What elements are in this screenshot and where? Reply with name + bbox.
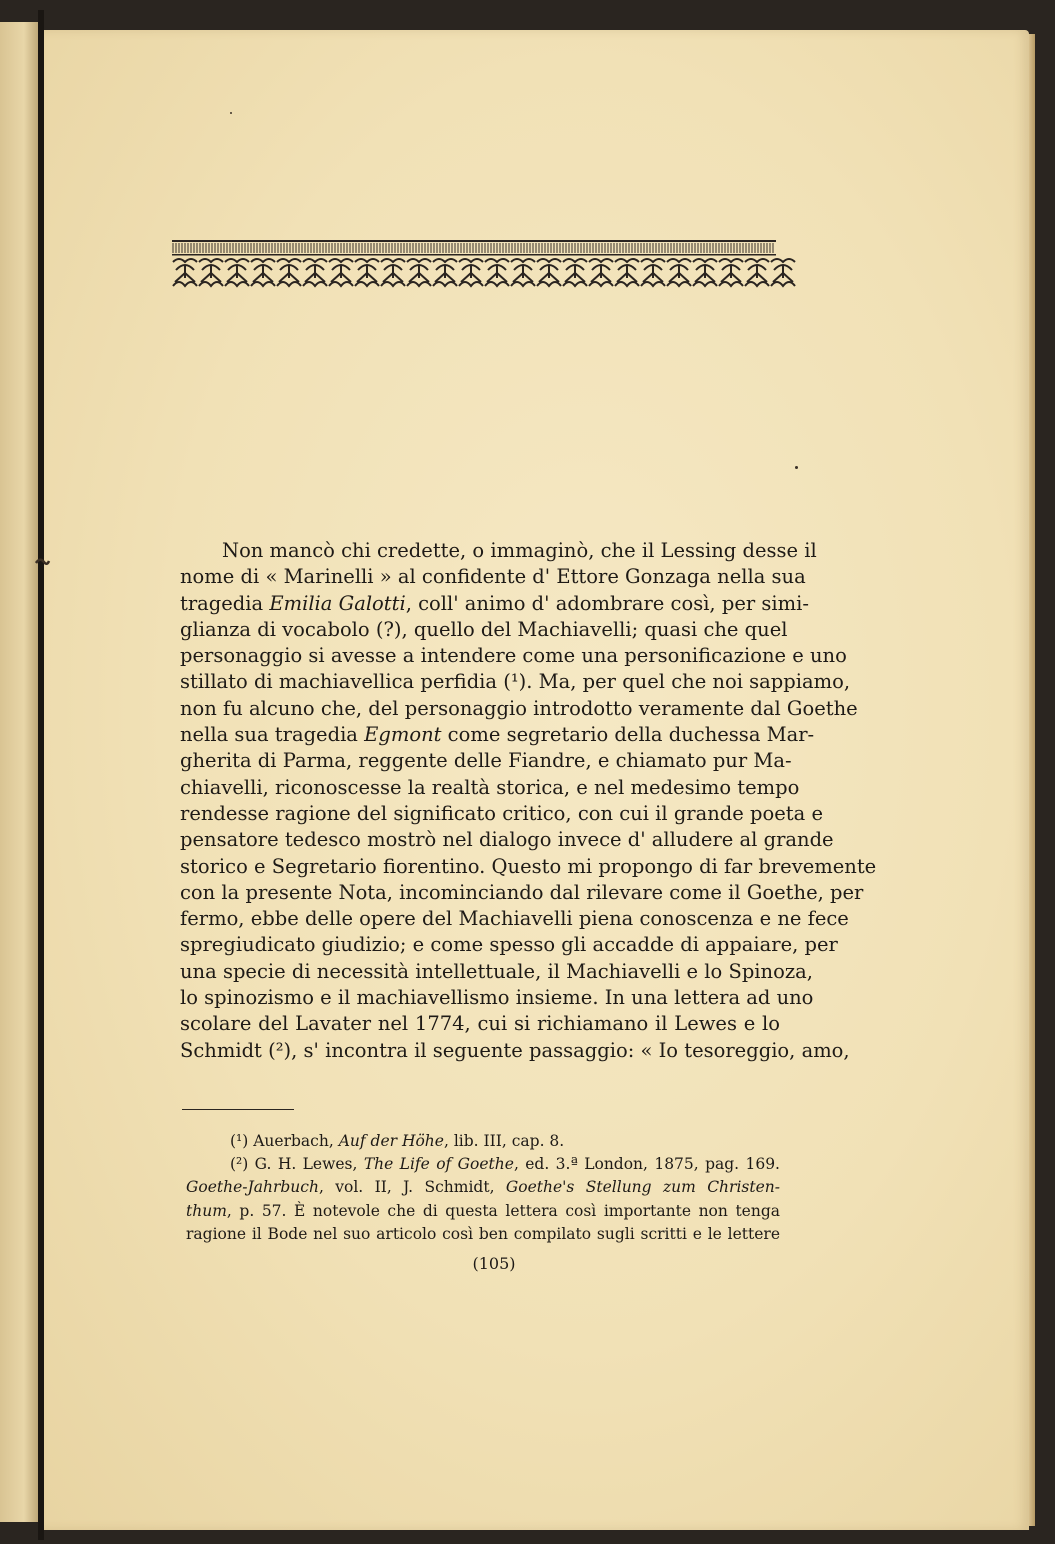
page-speck bbox=[795, 466, 798, 469]
text-line: nella sua tragedia Egmont come segretario della duchessa Mar- bbox=[180, 723, 815, 747]
footnote-separator bbox=[182, 1109, 294, 1110]
text-line: Non mancò chi credette, o immaginò, che il Lessing desse il bbox=[222, 539, 817, 562]
text-line: Schmidt (²), s' incontra il seguente passaggio: « Io tesoreggio, amo, bbox=[180, 1038, 850, 1062]
page-fore-edge bbox=[1029, 34, 1035, 1526]
text-line: storico e Segretario fiorentino. Questo mi propongo di far brevemente bbox=[180, 854, 877, 878]
text-line: scolare del Lavater nel 1774, cui si richiamano il Lewes e lo bbox=[180, 1012, 780, 1036]
main-paragraph bbox=[180, 538, 877, 1064]
text-line: pensatore tedesco mostrò nel dialogo invece d' alludere al grande bbox=[180, 828, 834, 852]
page-blemish-icon bbox=[34, 555, 50, 569]
text-line: lo spinozismo e il machiavellismo insieme. In una lettera ad uno bbox=[180, 986, 814, 1010]
text-line: nome di « Marinelli » al confidente d' Ettore Gonzaga nella sua bbox=[180, 565, 806, 589]
text-line: gherita di Parma, reggente delle Fiandre, e chiamato pur Ma- bbox=[180, 749, 792, 773]
ornamental-header-band-icon bbox=[172, 240, 776, 296]
text-line: tragedia Emilia Galotti, coll' animo d' adombrare così, per simi- bbox=[180, 591, 809, 615]
footnote-line: ragione il Bode nel suo articolo così ben compilato sugli scritti e le lettere bbox=[186, 1224, 780, 1243]
text-line: non fu alcuno che, del personaggio introdotto veramente dal Goethe bbox=[180, 696, 858, 720]
footnote-line: (²) G. H. Lewes, The Life of Goethe, ed. 3.ª London, 1875, pag. 169. bbox=[230, 1155, 780, 1174]
facing-page-edge bbox=[0, 22, 43, 1522]
text-line: spregiudicato giudizio; e come spesso gli accadde di appaiare, per bbox=[180, 933, 838, 957]
text-line: personaggio si avesse a intendere come una personificazione e uno bbox=[180, 644, 847, 668]
text-line: chiavelli, riconoscesse la realtà storica, e nel medesimo tempo bbox=[180, 775, 800, 799]
page-number: (105) bbox=[472, 1254, 516, 1273]
text-line: con la presente Nota, incominciando dal rilevare come il Goethe, per bbox=[180, 880, 864, 904]
text-line: rendesse ragione del significato critico, con cui il grande poeta e bbox=[180, 801, 823, 825]
page-speck bbox=[230, 112, 232, 114]
text-line: stillato di machiavellica perfidia (¹). Ma, per quel che noi sappiamo, bbox=[180, 670, 851, 694]
footnote-line: (¹) Auerbach, Auf der Höhe, lib. III, cap. 8. bbox=[230, 1132, 565, 1150]
text-line: fermo, ebbe delle opere del Machiavelli piena conoscenza e ne fece bbox=[180, 907, 849, 931]
text-line: una specie di necessità intellettuale, il Machiavelli e lo Spinoza, bbox=[180, 959, 813, 983]
footnotes bbox=[186, 1130, 780, 1246]
text-line: glianza di vocabolo (?), quello del Machiavelli; quasi che quel bbox=[180, 617, 788, 641]
footnote-line: thum, p. 57. È notevole che di questa lettera così importante non tenga bbox=[186, 1201, 780, 1220]
footnote-line: Goethe-Jahrbuch, vol. II, J. Schmidt, Goethe's Stellung zum Christen- bbox=[186, 1178, 780, 1197]
